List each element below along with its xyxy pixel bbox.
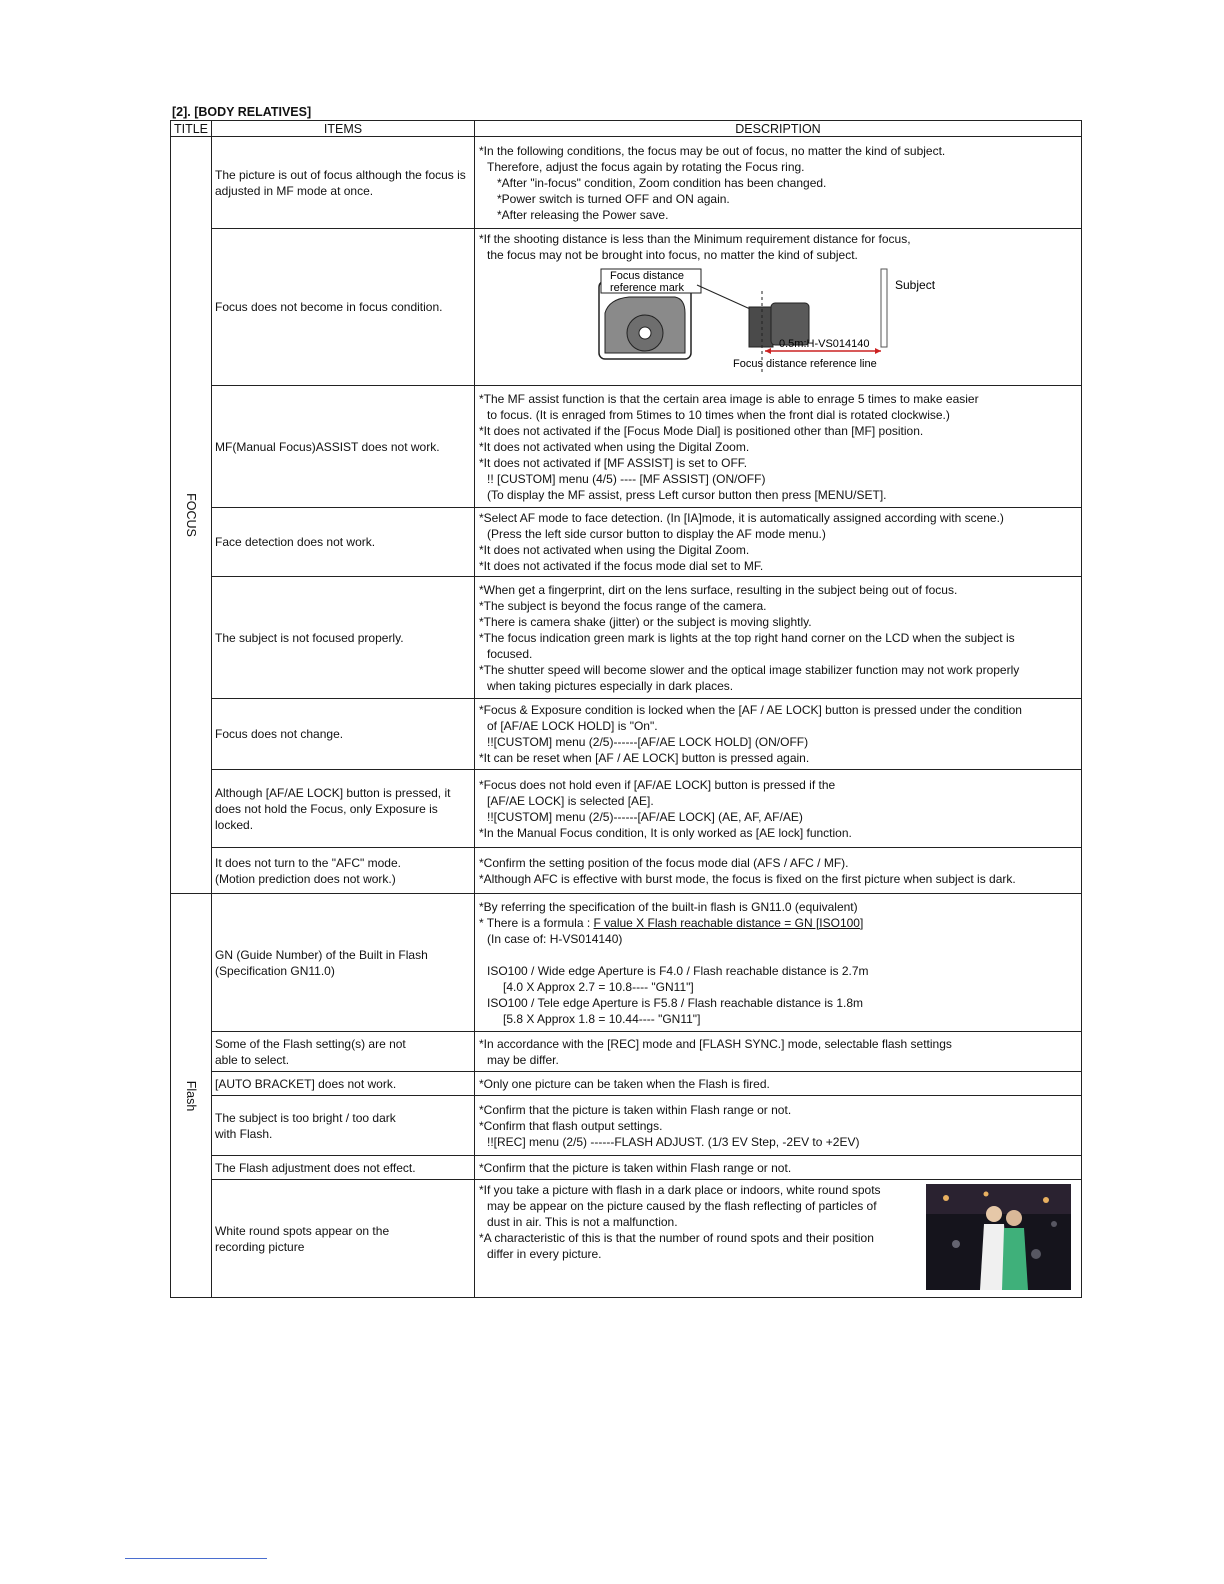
photo-light xyxy=(984,1192,989,1197)
desc-line: *Power switch is turned OFF and ON again. xyxy=(497,191,730,206)
desc-line: [4.0 X Approx 2.7 = 10.8---- "GN11"] xyxy=(503,979,694,994)
item-line: White round spots appear on the xyxy=(215,1223,390,1238)
desc-line: ISO100 / Wide edge Aperture is F4.0 / Flash reachable distance is 2.7m xyxy=(487,963,869,978)
table-row xyxy=(171,1072,1082,1096)
item-cell: The picture is out of focus although the focus is adjusted in MF mode at once. xyxy=(212,137,475,229)
subject-marker xyxy=(881,269,887,347)
desc-line: *The MF assist function is that the certain area image is able to enrage 5 times to make easier xyxy=(479,391,979,406)
photo-light xyxy=(1043,1197,1049,1203)
table-row xyxy=(171,1096,1082,1156)
description-cell xyxy=(475,1180,1082,1298)
description-cell xyxy=(475,508,1082,577)
desc-line: when taking pictures especially in dark places. xyxy=(487,678,734,693)
description-cell xyxy=(475,577,1082,699)
photo-dust-spot xyxy=(1031,1249,1041,1259)
desc-line: *A characteristic of this is that the number of round spots and their position xyxy=(479,1231,874,1245)
table-row xyxy=(171,848,1082,894)
label-box-line1: Focus distance xyxy=(610,270,684,282)
table-row xyxy=(171,577,1082,699)
desc-line: *After "in-focus" condition, Zoom condition has been changed. xyxy=(497,175,827,190)
description-cell xyxy=(475,1032,1082,1072)
desc-line: of [AF/AE LOCK HOLD] is "On". xyxy=(487,719,658,733)
desc-line: (To display the MF assist, press Left cursor button then press [MENU/SET]. xyxy=(487,487,887,502)
table-row xyxy=(171,894,1082,1032)
item-cell: MF(Manual Focus)ASSIST does not work. xyxy=(212,386,475,508)
desc-line: may be differ. xyxy=(487,1052,559,1067)
desc-line: *It can be reset when [AF / AE LOCK] button is pressed again. xyxy=(479,751,810,765)
desc-line: *By referring the specification of the built-in flash is GN11.0 (equivalent) xyxy=(479,899,858,914)
formula-prefix: * There is a formula : xyxy=(479,915,594,930)
description-cell xyxy=(475,1156,1082,1180)
desc-line: *In accordance with the [REC] mode and [FLASH SYNC.] mode, selectable flash settings xyxy=(479,1036,952,1051)
table-row xyxy=(171,508,1082,577)
section-heading: [2]. [BODY RELATIVES] xyxy=(172,105,312,119)
desc-line: *The shutter speed will become slower and the optical image stabilizer function may not work properly xyxy=(479,662,1020,677)
desc-line: !![CUSTOM] menu (2/5)------[AF/AE LOCK] (AE, AF, AF/AE) xyxy=(487,809,803,824)
arrow-head-right xyxy=(875,348,881,354)
desc-line: !! [CUSTOM] menu (4/5) ---- [MF ASSIST] (ON/OFF) xyxy=(487,471,766,486)
item-line: recording picture xyxy=(215,1239,305,1254)
item-line: It does not turn to the "AFC" mode. xyxy=(215,855,401,870)
item-line: (Specification GN11.0) xyxy=(215,963,335,978)
desc-line: !![CUSTOM] menu (2/5)------[AF/AE LOCK HOLD] (ON/OFF) xyxy=(487,735,809,749)
desc-line: (In case of: H-VS014140) xyxy=(487,931,623,946)
desc-line xyxy=(479,915,1077,931)
desc-line: *If you take a picture with flash in a dark place or indoors, white round spots xyxy=(479,1183,881,1197)
desc-line xyxy=(479,947,1077,963)
desc-line: [5.8 X Approx 1.8 = 10.44---- "GN11"] xyxy=(503,1011,701,1026)
desc-line: (Press the left side cursor button to display the AF mode menu.) xyxy=(487,527,826,541)
desc-line: *Although AFC is effective with burst mode, the focus is fixed on the first picture when subject is dark. xyxy=(479,871,1016,886)
desc-line: *Confirm that the picture is taken within Flash range or not. xyxy=(479,1102,792,1117)
distance-label: 0.5m:H-VS014140 xyxy=(779,338,870,350)
desc-line: *After releasing the Power save. xyxy=(497,207,669,222)
desc-line: *There is camera shake (jitter) or the subject is moving slightly. xyxy=(479,614,812,629)
header-title: TITLE xyxy=(171,121,212,137)
desc-line: ISO100 / Tele edge Aperture is F5.8 / Flash reachable distance is 1.8m xyxy=(487,995,863,1010)
desc-line: *If the shooting distance is less than the Minimum requirement distance for focus, xyxy=(479,232,911,246)
desc-line: *Confirm the setting position of the focus mode dial (AFS / AFC / MF). xyxy=(479,855,849,870)
table-row xyxy=(171,137,1082,229)
desc-line: *Confirm that the picture is taken within Flash range or not. xyxy=(479,1160,792,1175)
description-cell xyxy=(475,770,1082,848)
group-label: FOCUS xyxy=(184,493,198,537)
group-title-focus xyxy=(171,137,212,894)
table-row xyxy=(171,386,1082,508)
photo-person-body xyxy=(1002,1228,1028,1290)
photo-dust-spot xyxy=(1051,1221,1057,1227)
desc-line: *Select AF mode to face detection. (In [IA]mode, it is automatically assigned according with scene.) xyxy=(479,511,1004,525)
label-box-line2: reference mark xyxy=(610,282,684,294)
desc-line: differ in every picture. xyxy=(487,1247,602,1261)
focus-distance-diagram xyxy=(479,263,1077,383)
desc-line: [AF/AE LOCK] is selected [AE]. xyxy=(487,793,654,808)
desc-line: to focus. (It is enraged from 5times to 10 times when the front dial is rotated clockwise.) xyxy=(487,407,950,422)
desc-line: *In the following conditions, the focus may be out of focus, no matter the kind of subject. xyxy=(479,143,946,158)
desc-line: focused. xyxy=(487,646,533,661)
footer-rule xyxy=(125,1558,267,1559)
description-cell xyxy=(475,1072,1082,1096)
desc-line: dust in air. This is not a malfunction. xyxy=(487,1215,678,1229)
troubleshooting-table xyxy=(170,120,1082,1298)
table-row xyxy=(171,229,1082,386)
photo-person-head xyxy=(986,1206,1002,1222)
item-cell xyxy=(212,1180,475,1298)
arrow-head-left xyxy=(765,348,771,354)
desc-line: *Focus & Exposure condition is locked when the [AF / AE LOCK] button is pressed under the condition xyxy=(479,703,1022,717)
desc-line: *In the Manual Focus condition, It is only worked as [AE lock] function. xyxy=(479,825,852,840)
table-row xyxy=(171,1032,1082,1072)
reference-line-label: Focus distance reference line xyxy=(733,358,877,370)
item-cell: Face detection does not work. xyxy=(212,508,475,577)
desc-line: the focus may not be brought into focus, no matter the kind of subject. xyxy=(487,248,858,262)
desc-line: *Focus does not hold even if [AF/AE LOCK] button is pressed if the xyxy=(479,777,836,792)
item-line: able to select. xyxy=(215,1052,290,1067)
desc-line: *The subject is beyond the focus range of the camera. xyxy=(479,598,767,613)
item-line: Some of the Flash setting(s) are not xyxy=(215,1036,406,1051)
desc-line: *It does not activated if the focus mode dial set to MF. xyxy=(479,559,764,573)
description-cell xyxy=(475,848,1082,894)
table-row xyxy=(171,699,1082,770)
table-row xyxy=(171,1156,1082,1180)
table-row xyxy=(171,770,1082,848)
header-description: DESCRIPTION xyxy=(475,121,1082,137)
photo-light xyxy=(943,1195,949,1201)
item-line: GN (Guide Number) of the Built in Flash xyxy=(215,947,428,962)
desc-line: *It does not activated when using the Digital Zoom. xyxy=(479,439,750,454)
focus-diagram-svg xyxy=(479,263,1079,375)
item-cell xyxy=(212,894,475,1032)
item-cell: The Flash adjustment does not effect. xyxy=(212,1156,475,1180)
desc-line: *It does not activated when using the Digital Zoom. xyxy=(479,543,750,557)
description-cell xyxy=(475,699,1082,770)
item-line: with Flash. xyxy=(215,1126,273,1141)
group-title-flash xyxy=(171,894,212,1298)
group-label: Flash xyxy=(184,1080,198,1111)
item-cell: [AUTO BRACKET] does not work. xyxy=(212,1072,475,1096)
header-row xyxy=(171,121,1082,137)
desc-line: !![REC] menu (2/5) ------FLASH ADJUST. (1/3 EV Step, -2EV to +2EV) xyxy=(487,1134,860,1149)
item-cell: Focus does not change. xyxy=(212,699,475,770)
desc-line: *It does not activated if the [Focus Mode Dial] is positioned other than [MF] position. xyxy=(479,423,924,438)
item-cell: Although [AF/AE LOCK] button is pressed, it does not hold the Focus, only Exposure is locked. xyxy=(212,770,475,848)
description-cell xyxy=(475,894,1082,1032)
focus-reference-mark xyxy=(639,327,651,339)
description-cell xyxy=(475,1096,1082,1156)
item-cell xyxy=(212,1032,475,1072)
desc-line: Therefore, adjust the focus again by rotating the Focus ring. xyxy=(487,159,805,174)
description-cell xyxy=(475,229,1082,386)
desc-line: *Confirm that flash output settings. xyxy=(479,1118,663,1133)
item-cell: The subject is not focused properly. xyxy=(212,577,475,699)
desc-line: may be appear on the picture caused by the flash reflecting of particles of xyxy=(487,1199,877,1213)
desc-line: *The focus indication green mark is lights at the top right hand corner on the LCD when the subject is xyxy=(479,630,1015,645)
desc-line: *It does not activated if [MF ASSIST] is set to OFF. xyxy=(479,455,748,470)
formula: F value X Flash reachable distance = GN [ISO100] xyxy=(593,915,864,930)
item-cell: Focus does not become in focus condition. xyxy=(212,229,475,386)
item-line: (Motion prediction does not work.) xyxy=(215,871,396,886)
photo-person-head xyxy=(1006,1210,1022,1226)
item-cell xyxy=(212,1096,475,1156)
table-row xyxy=(171,1180,1082,1298)
item-line: The subject is too bright / too dark xyxy=(215,1110,396,1125)
example-photo xyxy=(926,1184,1071,1290)
header-items: ITEMS xyxy=(212,121,475,137)
desc-line: *When get a fingerprint, dirt on the lens surface, resulting in the subject being out of focus. xyxy=(479,582,958,597)
camera-side-view xyxy=(749,307,773,347)
item-cell xyxy=(212,848,475,894)
photo-dust-spot xyxy=(952,1240,960,1248)
description-cell xyxy=(475,386,1082,508)
description-cell xyxy=(475,137,1082,229)
subject-label: Subject xyxy=(895,278,936,292)
desc-line: *Only one picture can be taken when the Flash is fired. xyxy=(479,1076,770,1091)
